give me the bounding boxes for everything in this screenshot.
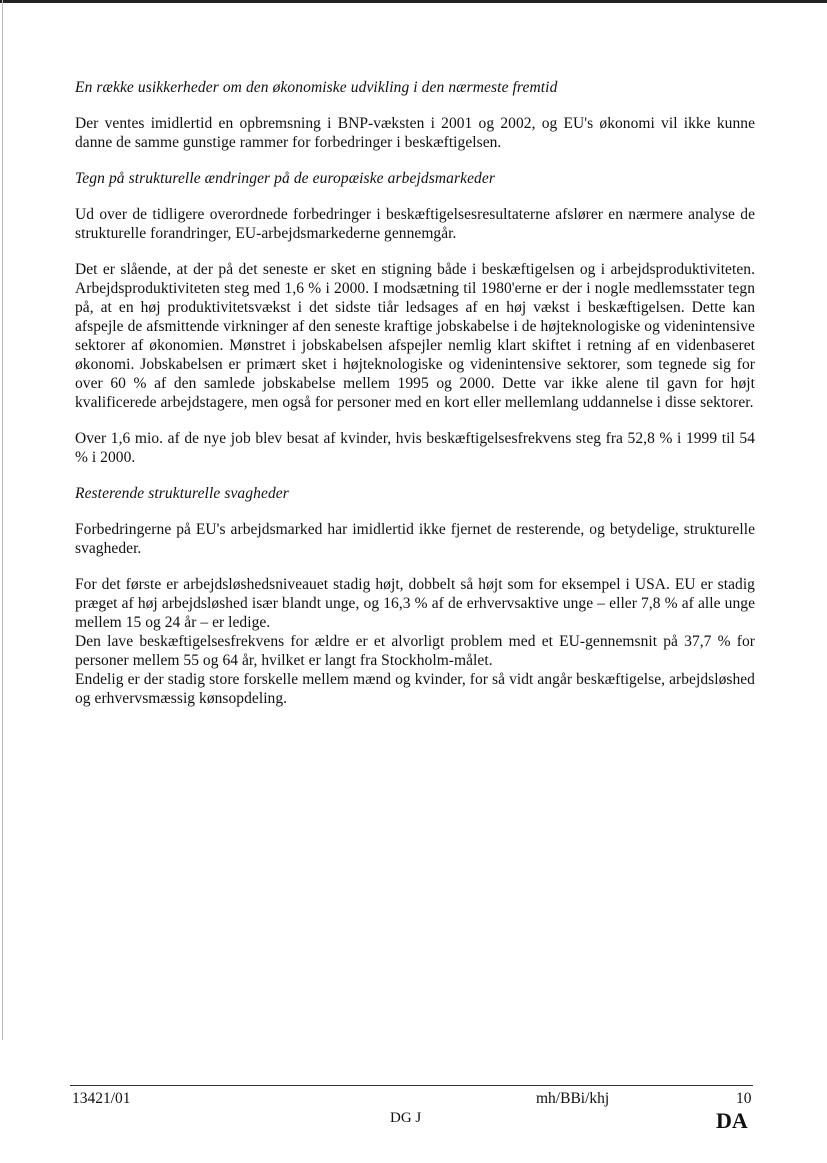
footer-directorate: DG J bbox=[390, 1110, 422, 1126]
document-body bbox=[75, 78, 755, 708]
scan-edge-top bbox=[0, 0, 827, 3]
paragraph: Endelig er der stadig store forskelle mellem mænd og kvinder, for så vidt angår beskæftigelse, arbejdsløshed og erhvervsmæssig kønsopdeling. bbox=[75, 671, 755, 707]
paragraph: For det første er arbejdsløshedsniveauet stadig højt, dobbelt så højt som for eksempel i USA. EU er stadig præget af høj arbejdsløshed især blandt unge, og 16,3 % af de erhvervsaktive unge – eller 7,8 % af alle unge mellem 15 og 24 år – er ledige. bbox=[75, 576, 755, 631]
footer-page-number: 10 bbox=[736, 1090, 752, 1107]
footer-reference: mh/BBi/khj bbox=[536, 1090, 610, 1107]
paragraph: Ud over de tidligere overordnede forbedringer i beskæftigelsesresultaterne afslører en nærmere analyse de strukturelle forandringer, EU-arbejdsmarkederne gennemgår. bbox=[75, 206, 755, 242]
footer-doc-number: 13421/01 bbox=[72, 1090, 131, 1107]
section-heading: Tegn på strukturelle ændringer på de europæiske arbejdsmarkeder bbox=[75, 170, 496, 187]
section-heading: En række usikkerheder om den økonomiske udvikling i den nærmeste fremtid bbox=[75, 79, 558, 96]
paragraph: Det er slående, at der på det seneste er sket en stigning både i beskæftigelsen og i arbejdsproduktiviteten. Arbejdsproduktiviteten steg med 1,6 % i 2000. I modsætning til 1980'erne er der i nogle medlemsstater tegn på, at en høj produktivitetsvækst i det sidste tiår ledsages af en høj vækst i beskæftigelsen. Dette kan afspejle de afsmittende virkninger af den seneste kraftige jobskabelse i de højteknologiske og videnintensive sektorer af økonomien. Mønstret i jobskabelsen afspejler nemlig klart skiftet i retning af en videnbaseret økonomi. Jobskabelsen er primært sket i højteknologiske og videnintensive sektorer, som tegnede sig for over 60 % af den samlede jobskabelse mellem 1995 og 2000. Dette var ikke alene til gavn for højt kvalificerede arbejdstagere, men også for personer med en kort eller mellemlang uddannelse i disse sektorer. bbox=[75, 261, 755, 411]
paragraph: Den lave beskæftigelsesfrekvens for ældre er et alvorligt problem med et EU-gennemsnit på 37,7 % for personer mellem 55 og 64 år, hvilket er langt fra Stockholm-målet. bbox=[75, 633, 755, 669]
paragraph: Der ventes imidlertid en opbremsning i BNP-væksten i 2001 og 2002, og EU's økonomi vil ikke kunne danne de samme gunstige rammer for forbedringer i beskæftigelsen. bbox=[75, 115, 755, 151]
paragraph: Forbedringerne på EU's arbejdsmarked har imidlertid ikke fjernet de resterende, og betydelige, strukturelle svagheder. bbox=[75, 521, 755, 557]
footer-language-code: DA bbox=[716, 1108, 748, 1133]
scan-edge-left bbox=[2, 0, 3, 1040]
paragraph: Over 1,6 mio. af de nye job blev besat af kvinder, hvis beskæftigelsesfrekvens steg fra 52,8 % i 1999 til 54 % i 2000. bbox=[75, 430, 755, 466]
footer-divider bbox=[70, 1085, 753, 1086]
section-heading: Resterende strukturelle svagheder bbox=[75, 485, 289, 502]
